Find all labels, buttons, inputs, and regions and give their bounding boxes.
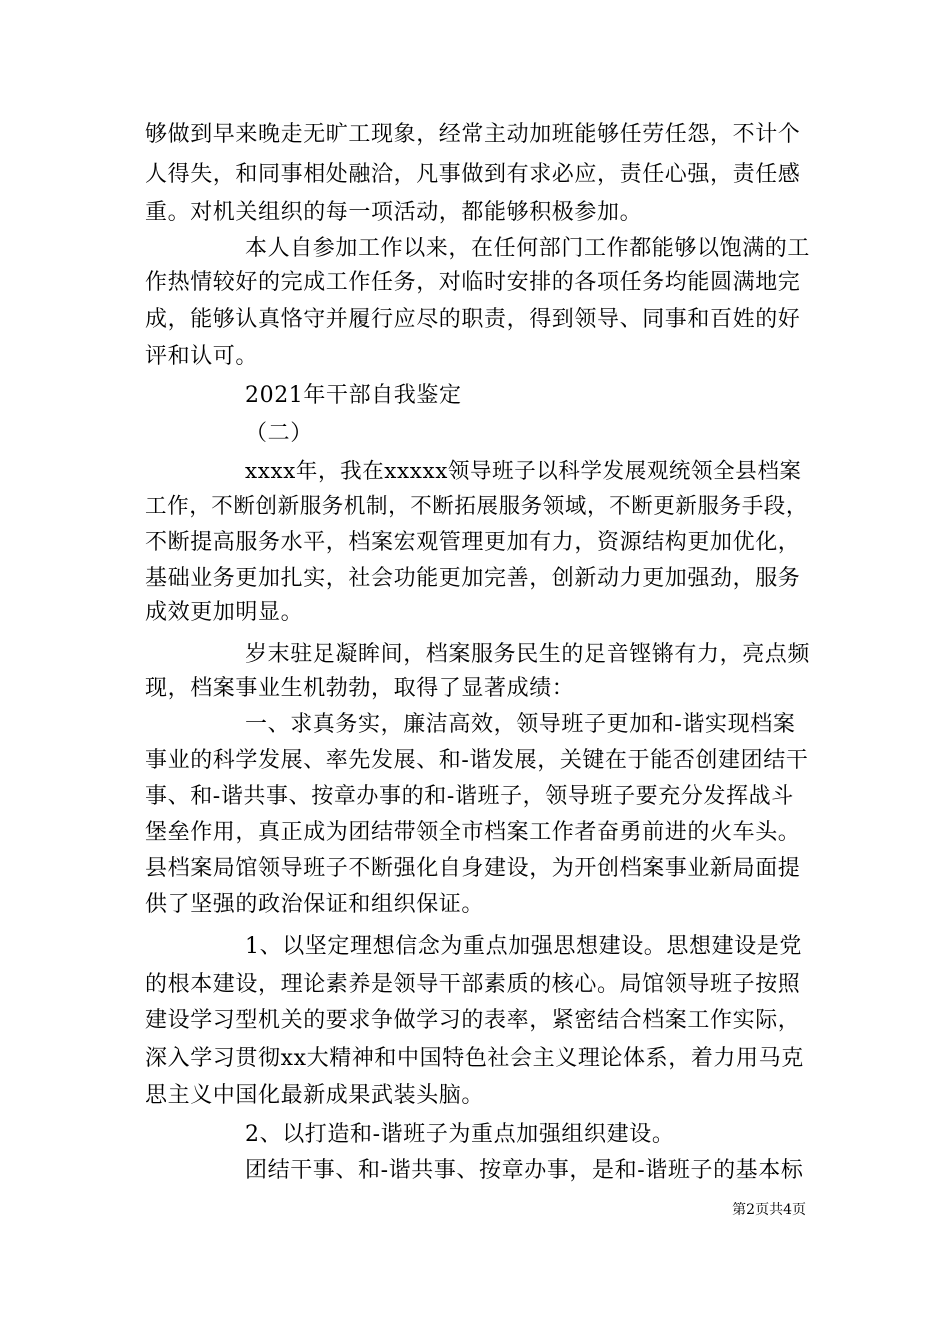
text-line: 2、以打造和-谐班子为重点加强组织建设。 (245, 1122, 675, 1147)
text-line: 成，能够认真恪守并履行应尽的职责，得到领导、同事和百姓的好 (145, 307, 801, 332)
text-line: 堡垒作用，真正成为团结带领全市档案工作者奋勇前进的火车头。 (145, 820, 801, 845)
text-line: xxxx年，我在xxxxx领导班子以科学发展观统领全县档案 (245, 459, 802, 484)
text-line: 团结干事、和-谐共事、按章办事，是和-谐班子的基本标 (245, 1158, 804, 1183)
text-line: 评和认可。 (145, 344, 259, 369)
text-line: 人得失，和同事相处融洽，凡事做到有求必应，责任心强，责任感 (145, 162, 801, 187)
text-line: 1、以坚定理想信念为重点加强思想建设。思想建设是党 (245, 934, 802, 959)
text-line: 思主义中国化最新成果武装头脑。 (145, 1083, 485, 1108)
text-line: 县档案局馆领导班子不断强化自身建设，为开创档案事业新局面提 (145, 856, 801, 881)
text-line: 一、求真务实，廉洁高效，领导班子更加和-谐实现档案 (245, 712, 796, 737)
text-line: 岁末驻足凝眸间，档案服务民生的足音铿锵有力，亮点频 (245, 642, 811, 667)
text-line: 工作，不断创新服务机制，不断拓展服务领域，不断更新服务手段， (145, 494, 809, 519)
text-line: 现，档案事业生机勃勃，取得了显著成绩： (145, 676, 575, 701)
text-line: 供了坚强的政治保证和组织保证。 (145, 892, 485, 917)
text-line: 建设学习型机关的要求争做学习的表率，紧密结合档案工作实际， (145, 1008, 801, 1033)
section-title: 2021年干部自我鉴定 (245, 383, 462, 408)
text-line: 够做到早来晚走无旷工现象，经常主动加班能够任劳任怨，不计个 (145, 122, 801, 147)
text-line: 成效更加明显。 (145, 600, 304, 625)
text-line: 不断提高服务水平，档案宏观管理更加有力，资源结构更加优化， (145, 530, 801, 555)
text-line: 事业的科学发展、率先发展、和-谐发展，关键在于能否创建团结干 (145, 748, 809, 773)
text-line: 基础业务更加扎实，社会功能更加完善，创新动力更加强劲，服务 (145, 566, 801, 591)
section-subtitle: （二） (245, 421, 313, 446)
text-line: 事、和-谐共事、按章办事的和-谐班子，领导班子要充分发挥战斗 (145, 784, 794, 809)
text-line: 重。对机关组织的每一项活动，都能够积极参加。 (145, 200, 643, 225)
text-line: 深入学习贯彻xx大精神和中国特色社会主义理论体系，着力用马克 (145, 1046, 804, 1071)
text-line: 作热情较好的完成工作任务，对临时安排的各项任务均能圆满地完 (145, 270, 801, 295)
text-line: 的根本建设，理论素养是领导干部素质的核心。局馆领导班子按照 (145, 972, 801, 997)
page-number: 第2页共4页 (732, 1202, 806, 1218)
text-line: 本人自参加工作以来，在任何部门工作都能够以饱满的工 (245, 236, 811, 261)
